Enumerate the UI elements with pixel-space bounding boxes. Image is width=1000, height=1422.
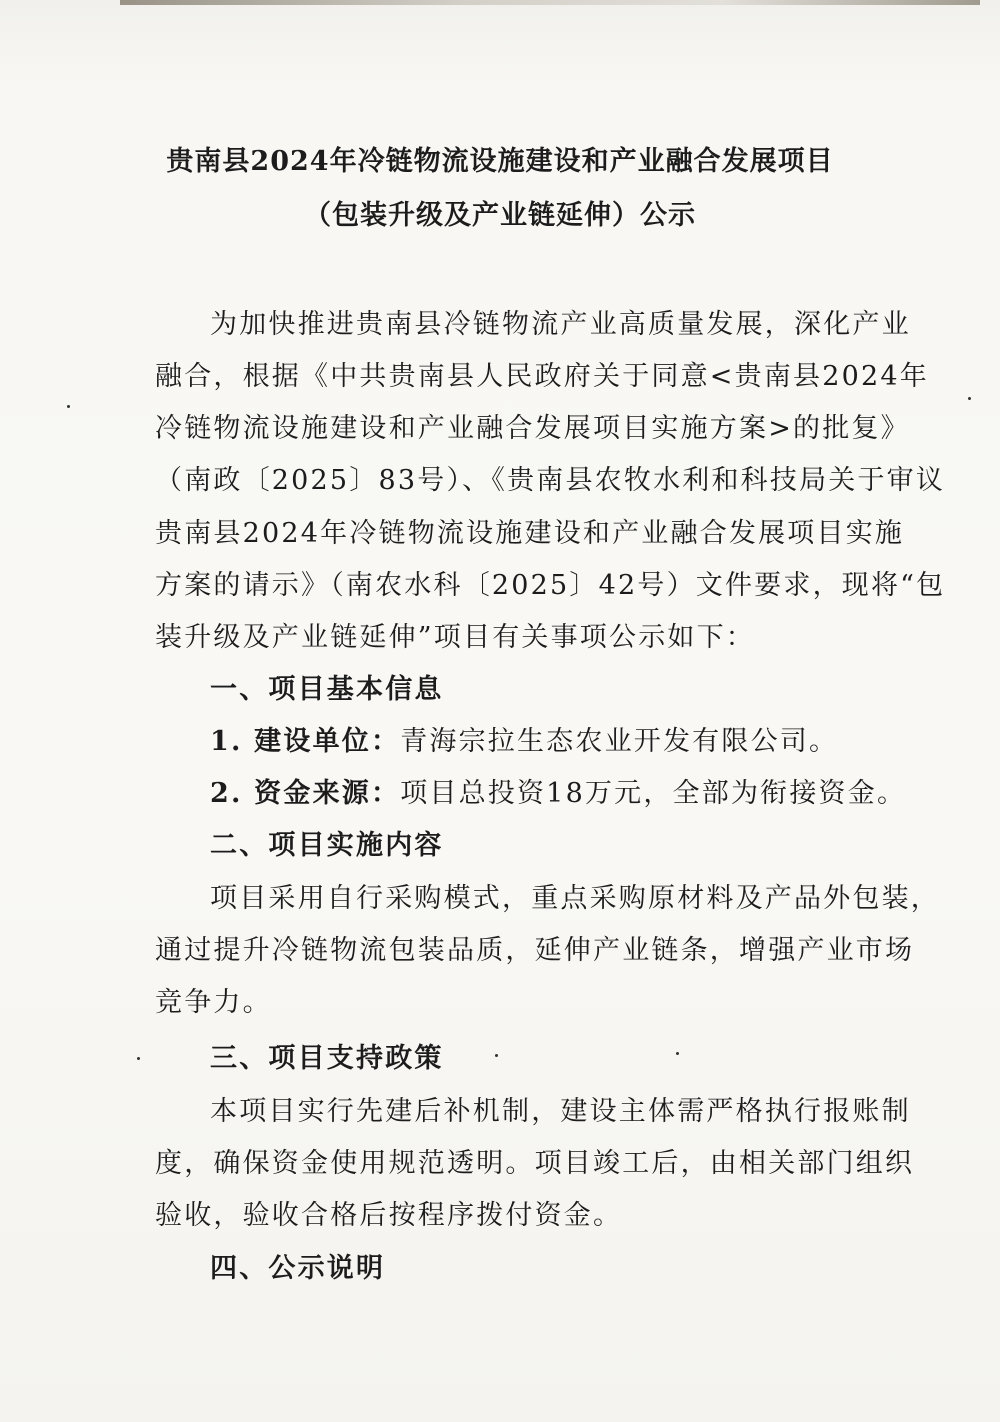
- section2-line-2: 通过提升冷链物流包装品质，延伸产业链条，增强产业市场: [155, 935, 915, 966]
- section1-item1: [210, 719, 838, 758]
- section4-heading: 四、公示说明: [210, 1253, 386, 1284]
- scan-speck: [137, 1057, 140, 1060]
- section2-line-1: 项目采用自行采购模式，重点采购原材料及产品外包装，: [210, 883, 940, 914]
- document-title-line2: （包装升级及产业链延伸）公示: [304, 200, 696, 231]
- section1-heading: 一、项目基本信息: [210, 674, 444, 705]
- intro-line-7: 装升级及产业链延伸”项目有关事项公示如下：: [155, 622, 756, 653]
- intro-line-1: 为加快推进贵南县冷链物流产业高质量发展，深化产业: [210, 309, 911, 340]
- intro-line-4: （南政〔2025〕83号）、《贵南县农牧水利和科技局关于审议: [155, 465, 946, 496]
- section3-heading: 三、项目支持政策: [210, 1043, 444, 1074]
- section3-line-1: 本项目实行先建后补机制，建设主体需严格执行报账制: [210, 1096, 911, 1127]
- section3-line-2: 度，确保资金使用规范透明。项目竣工后，由相关部门组织: [155, 1148, 915, 1179]
- section1-item2: [210, 771, 906, 810]
- section2-heading: 二、项目实施内容: [210, 830, 444, 861]
- intro-line-2: 融合，根据《中共贵南县人民政府关于同意<贵南县2024年: [155, 361, 929, 392]
- page-top-edge: [120, 0, 980, 5]
- intro-line-5: 贵南县2024年冷链物流设施建设和产业融合发展项目实施: [155, 518, 905, 549]
- item2-label: 2. 资金来源：: [210, 778, 401, 809]
- intro-line-6: 方案的请示》（南农水科〔2025〕42号）文件要求，现将“包: [155, 570, 946, 601]
- scan-speck: [67, 405, 70, 408]
- scan-speck: [495, 1054, 498, 1057]
- section3-line-3: 验收，验收合格后按程序拨付资金。: [155, 1200, 623, 1231]
- item1-value: 青海宗拉生态农业开发有限公司。: [400, 726, 839, 757]
- section2-line-3: 竞争力。: [155, 987, 272, 1018]
- item2-value: 项目总投资18万元，全部为衔接资金。: [400, 778, 907, 809]
- scan-speck: [968, 397, 971, 400]
- item1-label: 1. 建设单位：: [210, 726, 401, 757]
- document-title-line1: 贵南县2024年冷链物流设施建设和产业融合发展项目: [166, 146, 834, 177]
- intro-line-3: 冷链物流设施建设和产业融合发展项目实施方案>的批复》: [155, 413, 910, 444]
- scan-speck: [676, 1052, 679, 1055]
